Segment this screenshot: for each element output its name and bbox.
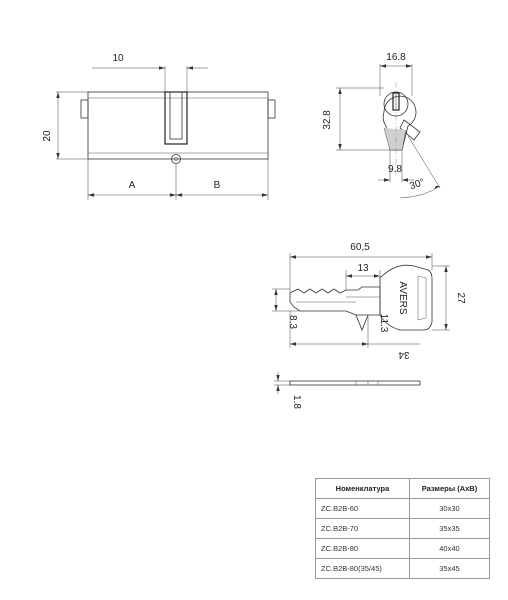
dim-cylinder-height: 20: [42, 130, 53, 142]
row-model: ZC.B2B-70: [316, 519, 410, 539]
cylinder-body: [88, 92, 268, 159]
dim-key-thickness: 1.8: [291, 395, 302, 409]
row-model: ZC.B2B-60: [316, 499, 410, 519]
row-model: ZC.B2B-80(35/45): [316, 559, 410, 579]
key-profile: [290, 381, 420, 385]
cylinder-side-view: [42, 53, 275, 200]
dim-profile-height: 32.8: [322, 110, 333, 130]
label-b: B: [213, 180, 221, 191]
dim-cylinder-width: 16.8: [386, 52, 406, 63]
dim-key-head-height: 27: [455, 292, 466, 304]
key-view: [272, 242, 466, 409]
table-row: [316, 559, 490, 579]
dim-cam-width: 9.8: [388, 164, 402, 175]
dim-key-blade-height: 8.3: [287, 315, 298, 329]
row-size: 40x40: [409, 539, 489, 559]
label-a: A: [128, 180, 136, 191]
row-size: 35x45: [409, 559, 489, 579]
row-size: 30x30: [409, 499, 489, 519]
dim-key-cut: 13: [357, 263, 369, 274]
key-brand-mark: AVERS: [397, 281, 408, 315]
table-row: [316, 539, 490, 559]
header-dimensions: Размеры (AxB): [409, 479, 489, 499]
cylinder-end-cap-right: [268, 100, 275, 118]
row-model: ZC.B2B-80: [316, 539, 410, 559]
table-row: [316, 499, 490, 519]
cam-hatch: [384, 128, 406, 150]
cylinder-end-view: [322, 52, 440, 198]
table-header-row: [316, 479, 490, 499]
spec-table: [315, 478, 490, 579]
row-size: 35x35: [409, 519, 489, 539]
dim-cam-angle: 30°: [408, 177, 427, 193]
dim-key-blade-length: 34: [398, 349, 410, 360]
dim-key-shoulder: 11.3: [378, 313, 389, 333]
dim-key-length: 60,5: [350, 242, 370, 253]
header-nomenclature: Номенклатура: [316, 479, 410, 499]
key-blade: [290, 287, 380, 315]
cam-slot: [165, 92, 187, 144]
cylinder-end-cap-left: [81, 100, 88, 118]
table-row: [316, 519, 490, 539]
dim-slot-width: 10: [112, 53, 124, 64]
